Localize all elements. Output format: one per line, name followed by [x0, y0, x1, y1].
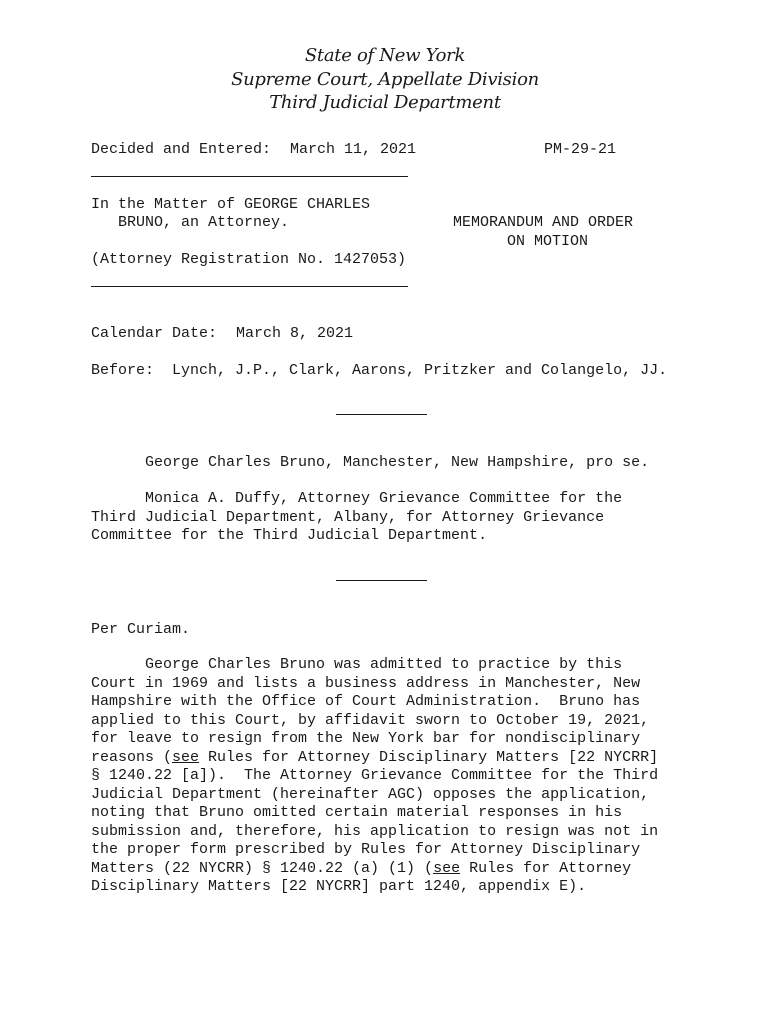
caption-top-rule — [91, 176, 408, 177]
appearance-committee-line-3: Committee for the Third Judicial Department. — [91, 527, 488, 544]
appearance-respondent: George Charles Bruno, Manchester, New Hampshire, pro se. — [91, 454, 650, 471]
opinion-line: § 1240.22 [a]). The Attorney Grievance Committee for the Third — [91, 767, 659, 784]
opinion-line: submission and, therefore, his application to resign was not in — [91, 823, 659, 840]
docket-number: PM-29-21 — [544, 141, 617, 158]
opinion-text: Rules for Attorney Disciplinary Matters [22 NYCRR] — [199, 749, 659, 766]
caption-bottom-rule — [91, 286, 408, 287]
opinion-line: Court in 1969 and lists a business address in Manchester, New — [91, 675, 641, 692]
opinion-line: noting that Bruno omitted certain material responses in his — [91, 804, 623, 821]
court-department: Third Judicial Department — [269, 92, 501, 113]
opinion-line-with-citation — [91, 749, 691, 768]
caption-line-2: BRUNO, an Attorney. — [91, 214, 290, 231]
panel-judges: Lynch, J.P., Clark, Aarons, Pritzker and Colangelo, JJ. — [172, 362, 668, 379]
opinion-text: reasons ( — [91, 749, 173, 766]
calendar-label: Calendar Date: — [91, 325, 218, 342]
document-type-line-2: ON MOTION — [507, 233, 589, 250]
calendar-date: March 8, 2021 — [236, 325, 354, 342]
document-type-line-1: MEMORANDUM AND ORDER — [453, 214, 634, 231]
opinion-line: Judicial Department (hereinafter AGC) opposes the application, — [91, 786, 650, 803]
opinion-line: applied to this Court, by affidavit sworn to October 19, 2021, — [91, 712, 650, 729]
decided-label: Decided and Entered: — [91, 141, 272, 158]
per-curiam-heading: Per Curiam. — [91, 621, 191, 638]
opinion-text: Matters (22 NYCRR) § 1240.22 (a) (1) ( — [91, 860, 434, 877]
court-name: Supreme Court, Appellate Division — [231, 68, 539, 90]
see-signal: see — [172, 749, 200, 766]
appearance-committee-line-2: Third Judicial Department, Albany, for Attorney Grievance — [91, 509, 605, 526]
opinion-line-with-citation — [91, 860, 691, 879]
opinion-text: Rules for Attorney — [460, 860, 632, 877]
opinion-line: George Charles Bruno was admitted to practice by this — [91, 656, 623, 673]
opinion-line: the proper form prescribed by Rules for Attorney Disciplinary — [91, 841, 641, 858]
before-label: Before: — [91, 362, 155, 379]
opinion-line: Hampshire with the Office of Court Administration. Bruno has — [91, 693, 641, 710]
section-separator-2 — [336, 580, 427, 581]
appearance-committee-line-1: Monica A. Duffy, Attorney Grievance Committee for the — [91, 490, 623, 507]
court-header — [0, 44, 770, 115]
opinion-line: Disciplinary Matters [22 NYCRR] part 1240, appendix E). — [91, 878, 587, 895]
decided-date: March 11, 2021 — [290, 141, 417, 158]
caption-line-1: In the Matter of GEORGE CHARLES — [91, 196, 371, 213]
section-separator-1 — [336, 414, 427, 415]
registration-number: (Attorney Registration No. 1427053) — [91, 251, 407, 268]
opinion-line: for leave to resign from the New York bar for nondisciplinary — [91, 730, 641, 747]
see-signal: see — [433, 860, 461, 877]
court-state: State of New York — [304, 45, 466, 66]
